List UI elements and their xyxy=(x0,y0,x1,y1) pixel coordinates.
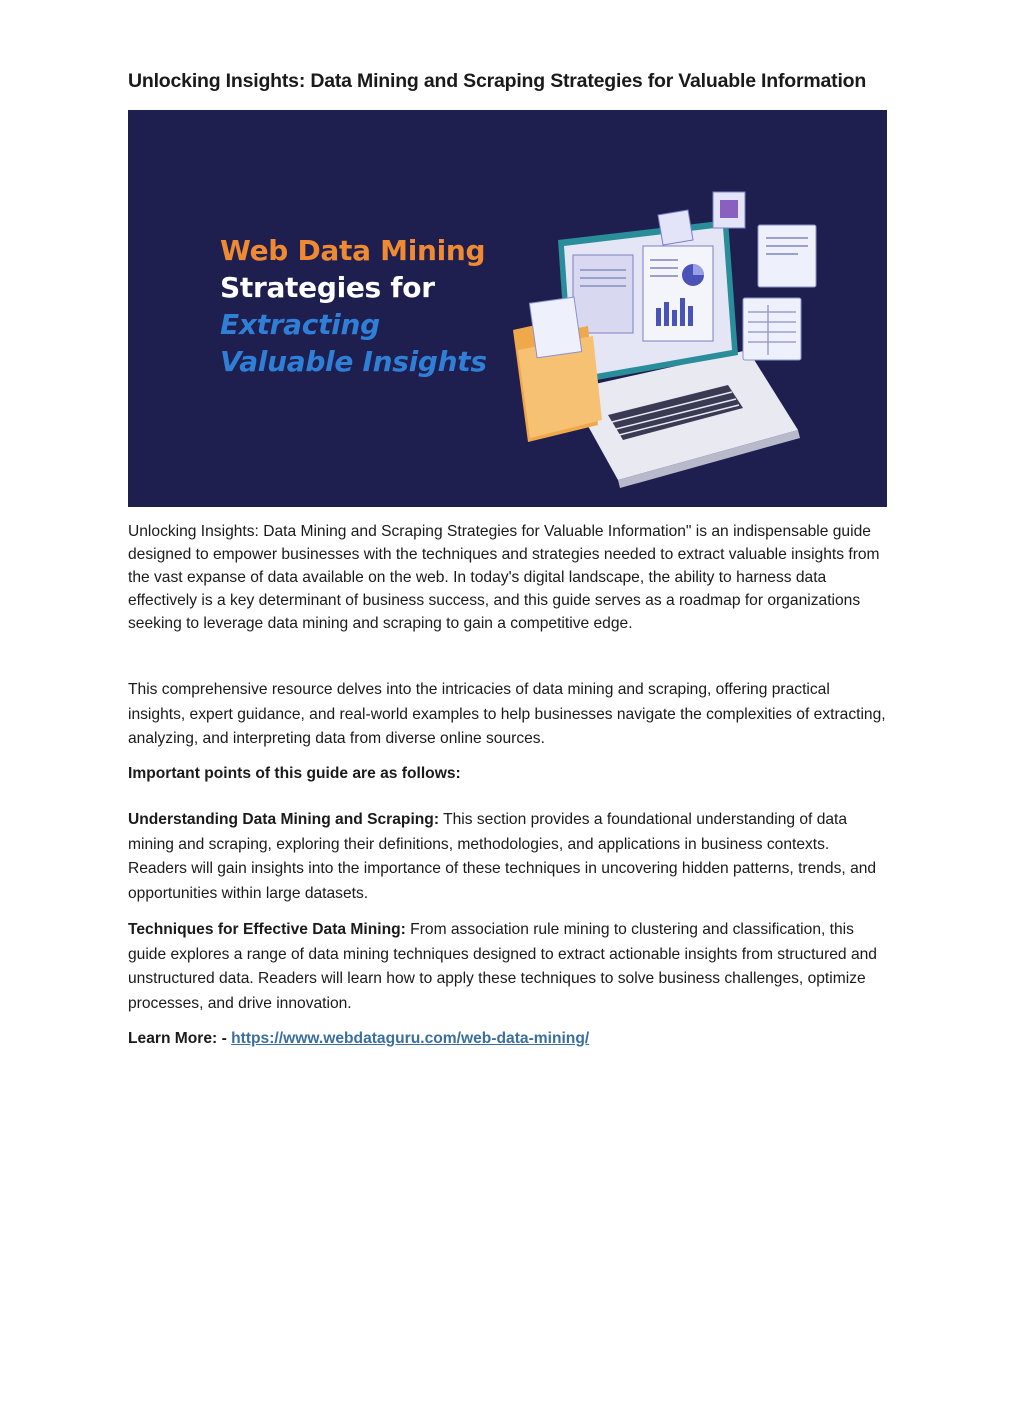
banner-line-2: Strategies for xyxy=(220,271,435,304)
learn-more-line xyxy=(128,1030,589,1048)
learn-more-label: Learn More: - xyxy=(128,1030,232,1047)
banner-headline xyxy=(220,232,487,380)
section-understanding-lead: Understanding Data Mining and Scraping: xyxy=(128,811,440,828)
hero-banner-image xyxy=(128,110,887,507)
section-understanding-text: This section provides a foundational understanding of data mining and scraping, exploring their definitions, methodologies, and applications in business contexts. Readers will gain insights into the importance of these techniques in uncovering hidden patterns, trends, and opportunities within large datasets. xyxy=(128,811,877,902)
banner-line-4: Valuable Insights xyxy=(220,345,487,378)
intro-paragraph: Unlocking Insights: Data Mining and Scraping Strategies for Valuable Information" is an indispensable guide designed to empower businesses with the techniques and strategies needed to extract valuable insights from the vast expanse of data available on the web. In today's digital landscape, the ability to harness data effectively is a key determinant of business success, and this guide serves as a roadmap for organizations seeking to leverage data mining and scraping to gain a competitive edge. xyxy=(128,523,880,632)
banner-line-1: Web Data Mining xyxy=(220,234,486,267)
document-title: Unlocking Insights: Data Mining and Scraping Strategies for Valuable Information xyxy=(128,70,867,92)
overview-paragraph: This comprehensive resource delves into the intricacies of data mining and scraping, offering practical insights, expert guidance, and real-world examples to help businesses navigate the complexities of extracting, analyzing, and interpreting data from diverse online sources. xyxy=(128,681,886,747)
section-understanding xyxy=(128,808,888,906)
section-techniques-text: From association rule mining to clustering and classification, this guide explores a range of data mining techniques designed to extract actionable insights from structured and unstructured data. Readers will learn how to apply these techniques to solve business challenges, optimize processes, and drive innovation. xyxy=(128,921,877,1012)
section-techniques xyxy=(128,918,888,1016)
points-heading: Important points of this guide are as follows: xyxy=(128,765,461,782)
banner-line-3: Extracting xyxy=(220,308,380,341)
learn-more-link[interactable]: https://www.webdataguru.com/web-data-mining/ xyxy=(231,1030,590,1047)
laptop-data-illustration xyxy=(498,180,818,500)
section-techniques-lead: Techniques for Effective Data Mining: xyxy=(128,921,406,938)
